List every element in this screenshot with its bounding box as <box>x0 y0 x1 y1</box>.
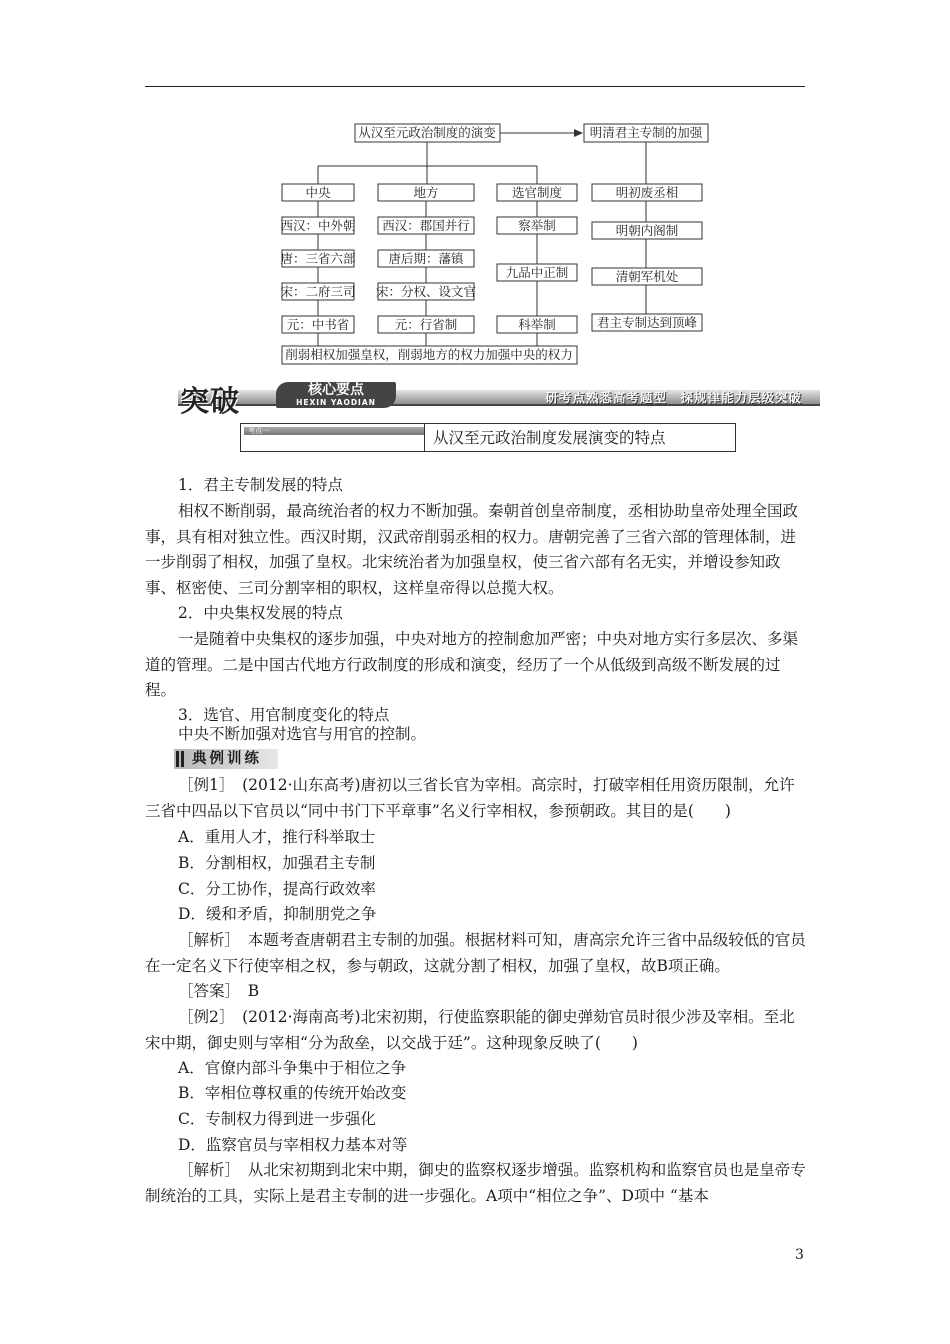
example2-option-d: D．监察官员与宰相权力基本对等 <box>178 1136 408 1154</box>
example1-analysis: ［解析］ 本题考查唐朝君主专制的加强。根据材料可知，唐高宗允许三省中品级较低的官员在一定名义下行使宰相之权，参与朝政，这就分割了相权，加强了皇权，故B项正确。 <box>145 931 806 975</box>
summary-text: 削弱相权加强皇权，削弱地方的权力加强中央的权力 <box>285 347 573 362</box>
banner-tagline: 研考点熟悉高考题型 探规律能力层级突破 <box>545 390 802 405</box>
central-item-2-text: 唐：三省六部 <box>280 251 356 266</box>
page-number: 3 <box>795 1247 804 1263</box>
example2-option-b: B．宰相位尊权重的传统开始改变 <box>178 1084 407 1102</box>
banner-title: 突破 <box>180 384 241 418</box>
heading-3: 3．选官、用官制度变化的特点 <box>178 706 390 724</box>
heading-1: 1．君主专制发展的特点 <box>178 476 343 494</box>
section-label-text: 典例训练 <box>192 751 262 767</box>
paragraph-3: 中央不断加强对选官与用官的控制。 <box>178 725 427 743</box>
ming-box-4-text: 君主专制达到顶峰 <box>596 315 698 330</box>
central-item-3-text: 宋：二府三司 <box>280 284 356 299</box>
example1-option-d: D．缓和矛盾，抑制朋党之争 <box>178 905 377 923</box>
selection-item-3-text: 科举制 <box>518 317 556 332</box>
col-local-header-text: 地方 <box>413 185 439 200</box>
selection-item-1-text: 察举制 <box>518 218 556 233</box>
banner-pill <box>276 382 396 408</box>
keypoint-title: 从汉至元政治制度发展演变的特点 <box>433 429 666 447</box>
col-selection-header-text: 选官制度 <box>511 185 563 200</box>
local-item-1-text: 西汉：郡国并行 <box>382 218 470 233</box>
local-item-4-text: 元：行省制 <box>394 317 458 332</box>
ming-box-2-text: 明朝内阁制 <box>615 223 679 238</box>
double-bar-icon <box>176 751 184 767</box>
example1-answer: ［答案］ B <box>178 982 260 1000</box>
paragraph-1: 相权不断削弱，最高统治者的权力不断加强。秦朝首创皇帝制度，丞相协助皇帝处理全国政事，具有相对独立性。西汉时期，汉武帝削弱丞相的权力。唐朝完善了三省六部的管理体制，进一步削弱了相权，加强了皇权。北宋统治者为加强皇权，使三省六部有名无实，并增设参知政事、枢密使、三司分割宰相的职权，这样皇帝得以总揽大权。 <box>145 502 799 597</box>
structure-diagram <box>0 0 950 380</box>
banner-pill-pinyin: HEXIN YAODIAN <box>296 398 376 407</box>
example2-stem: ［例2］ (2012·海南高考)北宋初期，行使监察职能的御史弹劾官员时很少涉及宰相。至北宋中期，御史则与宰相“分为敌垒，以交战于廷”。这种现象反映了( ) <box>145 1008 795 1052</box>
example1-stem: ［例1］ (2012·山东高考)唐初以三省长官为宰相。高宗时，打破宰相任用资历限制，允许三省中四品以下官员以“同中书门下平章事”名义行宰相权，参预朝政。其目的是( ) <box>145 776 795 820</box>
central-item-1-text: 西汉：中外朝 <box>280 218 356 233</box>
ming-box-3-text: 清朝军机处 <box>615 269 679 284</box>
root-left-text: 从汉至元政治制度的演变 <box>358 125 496 140</box>
central-item-4-text: 元：中书省 <box>286 317 350 332</box>
heading-2: 2．中央集权发展的特点 <box>178 604 343 622</box>
keypoint-label <box>244 427 425 435</box>
local-item-3-text: 宋：分权、设文官 <box>375 284 477 299</box>
section-banner <box>178 382 820 418</box>
selection-item-2-text: 九品中正制 <box>505 265 569 280</box>
keypoint-box <box>240 423 736 452</box>
example1-option-a: A．重用人才，推行科举取士 <box>178 828 376 846</box>
example1-option-b: B．分割相权，加强君主专制 <box>178 854 376 872</box>
local-item-2-text: 唐后期：藩镇 <box>388 251 464 266</box>
example1-option-c: C．分工协作，提高行政效率 <box>178 880 376 898</box>
example2-option-c: C．专制权力得到进一步强化 <box>178 1110 376 1128</box>
root-right-text: 明清君主专制的加强 <box>589 125 703 140</box>
col-central-header-text: 中央 <box>305 185 331 200</box>
example2-option-a: A．官僚内部斗争集中于相位之争 <box>178 1059 407 1077</box>
paragraph-2: 一是随着中央集权的逐步加强，中央对地方的控制愈加严密；中央对地方实行多层次、多渠道的管理。二是中国古代地方行政制度的形成和演变，经历了一个从低级到高级不断发展的过程。 <box>145 630 799 700</box>
keypoint-label-text: 考点一 <box>248 427 269 435</box>
keypoint-divider <box>424 424 425 451</box>
ming-box-1-text: 明初废丞相 <box>615 185 679 200</box>
example2-analysis: ［解析］ 从北宋初期到北宋中期，御史的监察权逐步增强。监察机构和监察官员也是皇帝专制统治的工具，实际上是君主专制的进一步强化。A项中“相位之争”、D项中 “基本 <box>145 1161 806 1205</box>
section-label <box>174 749 278 769</box>
banner-pill-title: 核心要点 <box>308 382 364 398</box>
